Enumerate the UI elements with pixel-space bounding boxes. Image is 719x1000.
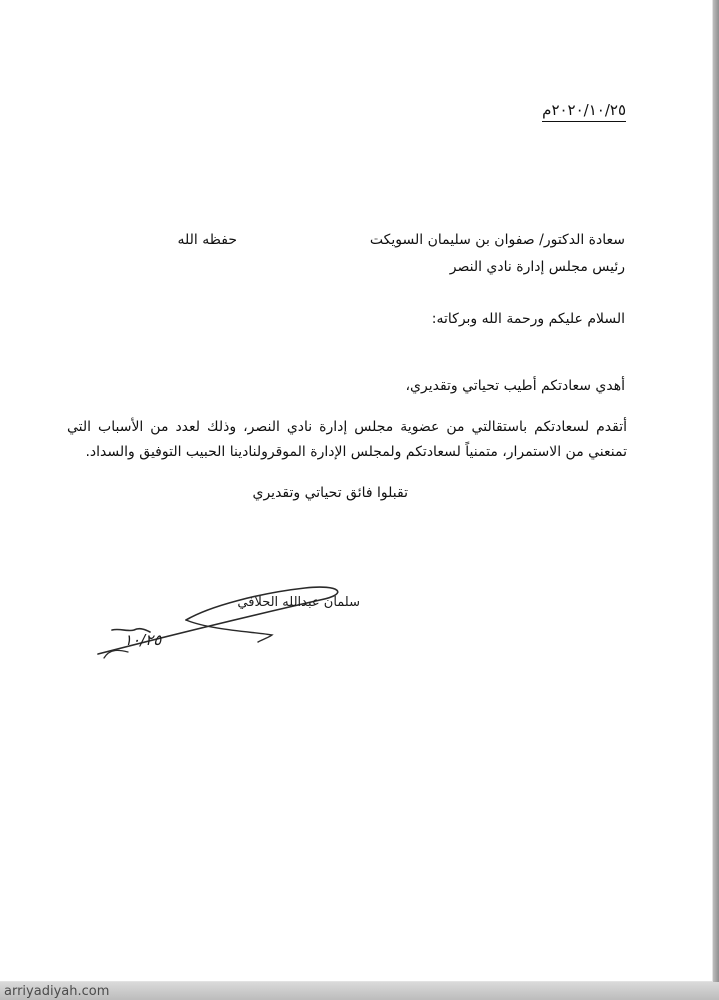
- addressee-title: رئيس مجلس إدارة نادي النصر: [449, 259, 625, 275]
- salutation: السلام عليكم ورحمة الله وبركاته:: [431, 311, 625, 327]
- addressee-honorific: حفظه الله: [177, 232, 237, 248]
- addressee-name: سعادة الدكتور/ صفوان بن سليمان السويكت: [369, 232, 625, 248]
- body-paragraph: أتقدم لسعادتكم باستقالتي من عضوية مجلس إدارة نادي النصر، وذلك لعدد من الأسباب التي تمنعني من الاستمرار، متمنياً لسعادتكم ولمجلس الإدارة الموقرولنادينا الحبيب التوفيق والسداد.: [67, 419, 627, 460]
- signature-block: [90, 578, 360, 670]
- source-credit: arriyadiyah.com: [4, 984, 110, 999]
- closing-line: تقبلوا فائق تحياتي وتقديري: [252, 485, 408, 501]
- signature-date: ١٠/٢٥: [124, 631, 162, 649]
- greeting-line: أهدي سعادتكم أطيب تحياتي وتقديري،: [405, 378, 625, 394]
- signature-scribble: [90, 578, 360, 670]
- letter-date: ٢٠٢٠/١٠/٢٥م: [542, 100, 626, 122]
- signer-name: سلمان عبدالله الحلافي: [237, 595, 360, 610]
- scan-right-edge: [713, 0, 719, 1000]
